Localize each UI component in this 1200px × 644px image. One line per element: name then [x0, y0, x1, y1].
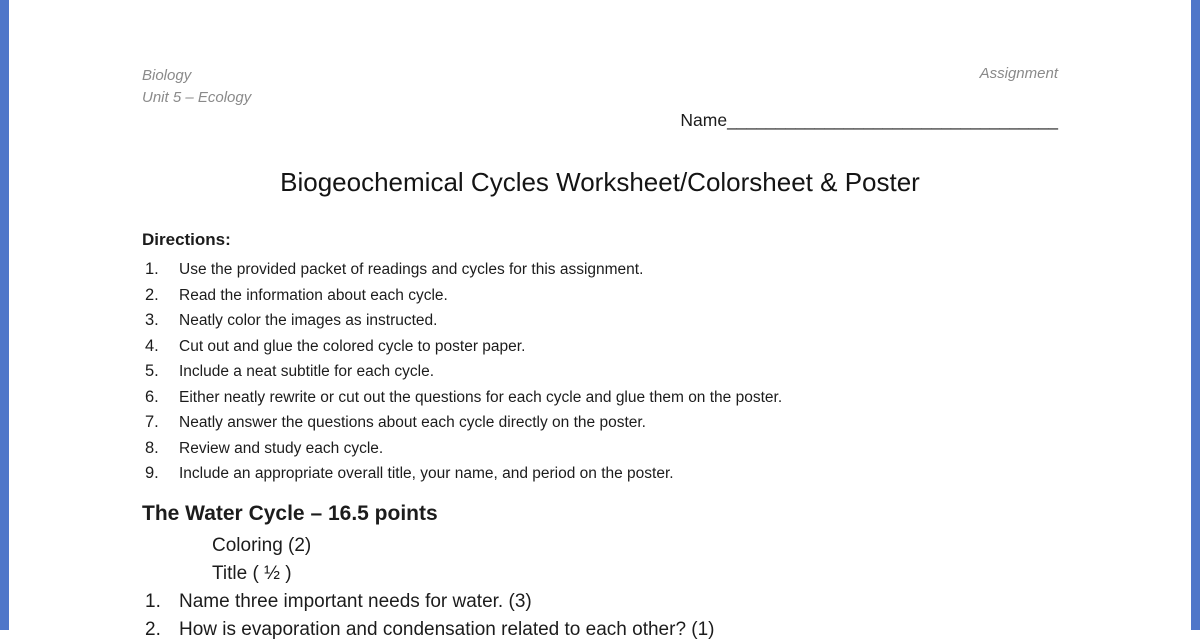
item-text: Title ( ½ )	[212, 563, 292, 584]
sub-item	[212, 532, 1080, 560]
page-title: Biogeochemical Cycles Worksheet/Colorsheet & Poster	[280, 167, 920, 197]
numbered-item	[142, 410, 1080, 436]
item-number: 5.	[145, 362, 159, 380]
item-text: Neatly answer the questions about each cycle directly on the poster.	[179, 414, 646, 431]
page-edge-right	[1191, 0, 1200, 630]
name-line	[680, 110, 1058, 131]
item-number: 8.	[145, 438, 159, 457]
item-text: Name three important needs for water. (3)	[179, 591, 532, 612]
item-number: 1.	[145, 591, 161, 612]
numbered-item	[142, 588, 1080, 616]
document-header-left	[142, 65, 251, 109]
item-number: 7.	[145, 413, 159, 431]
item-text: Use the provided packet of readings and cycles for this assignment.	[179, 261, 644, 278]
numbered-item	[142, 257, 1080, 283]
item-number: 6.	[145, 387, 159, 406]
water-cycle-heading: The Water Cycle – 16.5 points	[142, 502, 438, 525]
page-edge-left	[0, 0, 9, 630]
numbered-item	[142, 334, 1080, 360]
sub-item	[212, 560, 1080, 588]
numbered-item	[142, 283, 1080, 309]
water-cycle-questions	[142, 588, 1080, 644]
item-number: 4.	[145, 336, 159, 355]
water-cycle-subitems	[142, 532, 1080, 588]
item-text: Coloring (2)	[212, 535, 312, 556]
numbered-item	[142, 359, 1080, 385]
item-text: Neatly color the images as instructed.	[179, 312, 438, 329]
item-text: Review and study each cycle.	[179, 439, 384, 457]
item-number: 9.	[145, 464, 159, 482]
directions-section	[142, 230, 1080, 487]
item-text: Cut out and glue the colored cycle to poster paper.	[179, 337, 526, 355]
assignment-label: Assignment	[979, 65, 1058, 82]
numbered-item	[142, 436, 1080, 462]
numbered-item	[142, 385, 1080, 411]
name-blank-line: __________________________________	[727, 110, 1058, 130]
numbered-item	[142, 308, 1080, 334]
unit-label: Unit 5 – Ecology	[142, 89, 252, 106]
numbered-item	[142, 616, 1080, 644]
directions-list	[142, 257, 1080, 487]
directions-heading: Directions:	[142, 230, 231, 249]
item-text: How is evaporation and condensation related to each other? (1)	[179, 619, 715, 640]
item-number: 1.	[145, 260, 159, 278]
water-cycle-section	[142, 502, 1080, 644]
course-label: Biology	[142, 67, 192, 84]
item-text: Include an appropriate overall title, your name, and period on the poster.	[179, 465, 674, 482]
item-text: Either neatly rewrite or cut out the questions for each cycle and glue them on the poster.	[179, 388, 783, 406]
item-number: 3.	[145, 311, 159, 329]
item-number: 2.	[145, 285, 159, 304]
numbered-item	[142, 461, 1080, 487]
item-number: 2.	[145, 619, 161, 640]
item-text: Include a neat subtitle for each cycle.	[179, 363, 435, 380]
name-label: Name	[680, 110, 728, 130]
item-text: Read the information about each cycle.	[179, 286, 448, 304]
